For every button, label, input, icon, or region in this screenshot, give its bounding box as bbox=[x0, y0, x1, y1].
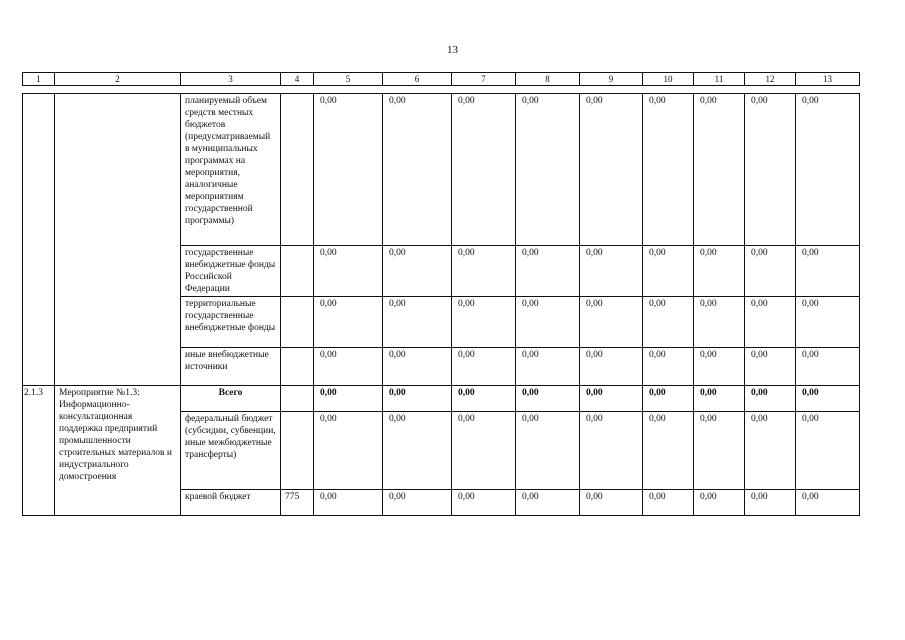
value-cell: 0,00 bbox=[516, 412, 580, 490]
measure-name-cell: Мероприятие №1.3: Информационно-консультационная поддержка предприятий промышленности строительных материалов и индустриального домостроения bbox=[55, 386, 181, 516]
value-cell: 0,00 bbox=[694, 297, 745, 348]
value-cell: 0,00 bbox=[796, 412, 860, 490]
value-cell: 0,00 bbox=[694, 412, 745, 490]
value-cell: 0,00 bbox=[314, 297, 383, 348]
row-number-cell bbox=[23, 94, 55, 386]
table-row bbox=[23, 94, 860, 246]
value-cell: 0,00 bbox=[452, 490, 516, 516]
value-cell: 0,00 bbox=[796, 386, 860, 412]
code-cell: 775 bbox=[281, 490, 314, 516]
value-cell: 0,00 bbox=[580, 386, 643, 412]
value-cell: 0,00 bbox=[745, 297, 796, 348]
value-cell: 0,00 bbox=[516, 490, 580, 516]
header-cell: 11 bbox=[694, 73, 745, 86]
value-cell: 0,00 bbox=[580, 490, 643, 516]
value-cell: 0,00 bbox=[516, 348, 580, 386]
value-cell: 0,00 bbox=[643, 348, 694, 386]
code-cell bbox=[281, 412, 314, 490]
value-cell: 0,00 bbox=[383, 490, 452, 516]
header-cell: 6 bbox=[383, 73, 452, 86]
financing-table bbox=[22, 93, 860, 516]
code-cell bbox=[281, 246, 314, 297]
value-cell: 0,00 bbox=[796, 297, 860, 348]
funding-source-cell: территориальные государственные внебюджетные фонды bbox=[181, 297, 281, 348]
value-cell: 0,00 bbox=[580, 412, 643, 490]
value-cell: 0,00 bbox=[796, 246, 860, 297]
funding-source-cell: краевой бюджет bbox=[181, 490, 281, 516]
header-cell: 9 bbox=[580, 73, 643, 86]
value-cell: 0,00 bbox=[694, 348, 745, 386]
value-cell: 0,00 bbox=[694, 246, 745, 297]
value-cell: 0,00 bbox=[383, 297, 452, 348]
page-number: 13 bbox=[447, 44, 458, 56]
value-cell: 0,00 bbox=[694, 94, 745, 246]
value-cell: 0,00 bbox=[745, 94, 796, 246]
value-cell: 0,00 bbox=[796, 348, 860, 386]
header-cell: 12 bbox=[745, 73, 796, 86]
value-cell: 0,00 bbox=[796, 94, 860, 246]
value-cell: 0,00 bbox=[314, 490, 383, 516]
header-cell: 10 bbox=[643, 73, 694, 86]
funding-source-cell: федеральный бюджет (субсидии, субвенции, иные межбюджетные трансферты) bbox=[181, 412, 281, 490]
value-cell: 0,00 bbox=[452, 246, 516, 297]
column-number-header bbox=[22, 72, 860, 86]
table-row bbox=[23, 386, 860, 412]
value-cell: 0,00 bbox=[452, 94, 516, 246]
funding-source-cell: планируемый объем средств местных бюджетов (предусматриваемый в муниципальных программах на мероприятия, аналогичные мероприятиям государственной программы) bbox=[181, 94, 281, 246]
value-cell: 0,00 bbox=[694, 386, 745, 412]
header-cell: 1 bbox=[23, 73, 55, 86]
value-cell: 0,00 bbox=[745, 490, 796, 516]
value-cell: 0,00 bbox=[383, 348, 452, 386]
code-cell bbox=[281, 348, 314, 386]
value-cell: 0,00 bbox=[516, 94, 580, 246]
value-cell: 0,00 bbox=[452, 348, 516, 386]
value-cell: 0,00 bbox=[745, 386, 796, 412]
value-cell: 0,00 bbox=[452, 297, 516, 348]
value-cell: 0,00 bbox=[580, 348, 643, 386]
value-cell: 0,00 bbox=[643, 412, 694, 490]
value-cell: 0,00 bbox=[745, 412, 796, 490]
value-cell: 0,00 bbox=[314, 386, 383, 412]
value-cell: 0,00 bbox=[314, 412, 383, 490]
value-cell: 0,00 bbox=[643, 490, 694, 516]
code-cell bbox=[281, 386, 314, 412]
value-cell: 0,00 bbox=[516, 386, 580, 412]
value-cell: 0,00 bbox=[745, 246, 796, 297]
funding-source-cell: Всего bbox=[181, 386, 281, 412]
value-cell: 0,00 bbox=[796, 490, 860, 516]
header-row bbox=[23, 73, 860, 86]
value-cell: 0,00 bbox=[580, 246, 643, 297]
value-cell: 0,00 bbox=[452, 386, 516, 412]
value-cell: 0,00 bbox=[516, 246, 580, 297]
value-cell: 0,00 bbox=[383, 386, 452, 412]
code-cell bbox=[281, 94, 314, 246]
value-cell: 0,00 bbox=[314, 348, 383, 386]
funding-source-cell: государственные внебюджетные фонды Российской Федерации bbox=[181, 246, 281, 297]
value-cell: 0,00 bbox=[383, 412, 452, 490]
value-cell: 0,00 bbox=[580, 297, 643, 348]
value-cell: 0,00 bbox=[643, 94, 694, 246]
measure-name-cell bbox=[55, 94, 181, 386]
header-cell: 2 bbox=[55, 73, 181, 86]
value-cell: 0,00 bbox=[383, 94, 452, 246]
value-cell: 0,00 bbox=[694, 490, 745, 516]
value-cell: 0,00 bbox=[314, 246, 383, 297]
value-cell: 0,00 bbox=[643, 297, 694, 348]
code-cell bbox=[281, 297, 314, 348]
header-cell: 4 bbox=[281, 73, 314, 86]
header-cell: 5 bbox=[314, 73, 383, 86]
funding-source-cell: иные внебюджетные источники bbox=[181, 348, 281, 386]
header-cell: 13 bbox=[796, 73, 860, 86]
value-cell: 0,00 bbox=[745, 348, 796, 386]
header-cell: 3 bbox=[181, 73, 281, 86]
value-cell: 0,00 bbox=[383, 246, 452, 297]
header-cell: 8 bbox=[516, 73, 580, 86]
measure-number-cell: 2.1.3 bbox=[23, 386, 55, 516]
value-cell: 0,00 bbox=[452, 412, 516, 490]
header-cell: 7 bbox=[452, 73, 516, 86]
value-cell: 0,00 bbox=[516, 297, 580, 348]
value-cell: 0,00 bbox=[643, 386, 694, 412]
value-cell: 0,00 bbox=[580, 94, 643, 246]
value-cell: 0,00 bbox=[643, 246, 694, 297]
value-cell: 0,00 bbox=[314, 94, 383, 246]
